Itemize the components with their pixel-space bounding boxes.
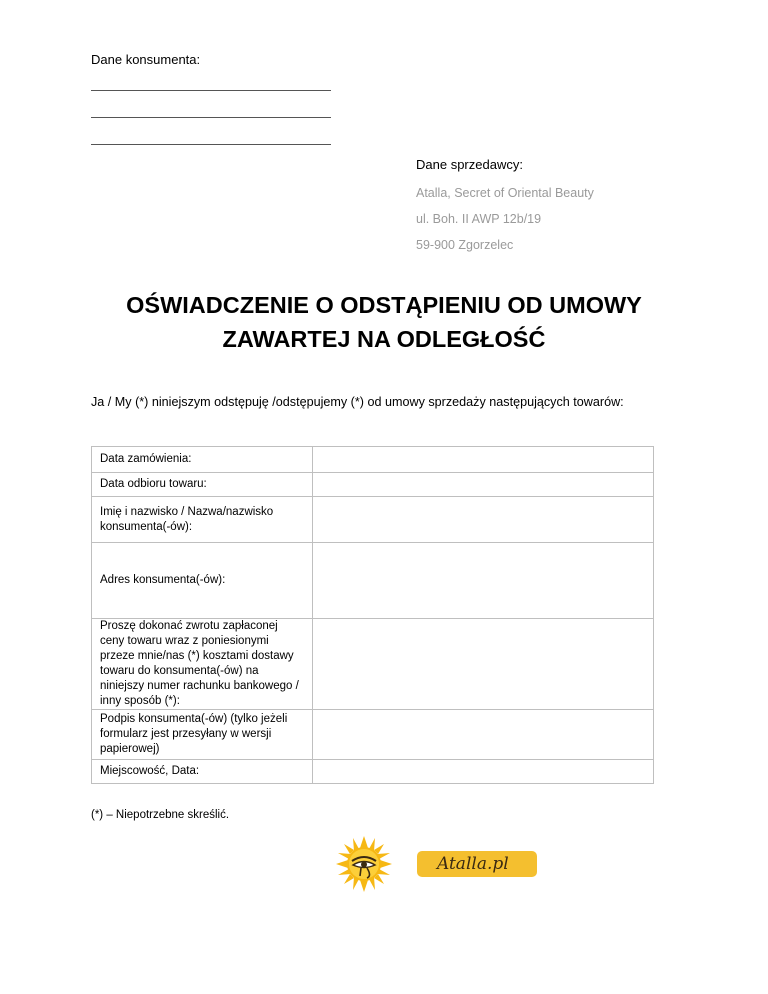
form-field-receipt-date[interactable] (313, 473, 654, 497)
consumer-line-2[interactable] (91, 117, 331, 118)
form-label-order-date: Data zamówienia: (92, 447, 313, 473)
intro-text: Ja / My (*) niniejszym odstępuję /odstępujemy (*) od umowy sprzedaży następujących towarów: (91, 395, 624, 409)
form-field-signature[interactable] (313, 710, 654, 760)
form-row-consumer-address (92, 543, 654, 619)
form-row-order-date (92, 447, 654, 473)
form-label-refund: Proszę dokonać zwrotu zapłaconej ceny towaru wraz z poniesionymi przeze mnie/nas (*) kosztami dostawy towaru do konsumenta(-ów) na niniejszy numer rachunku bankowego / inny sposób (*): (92, 619, 313, 710)
withdrawal-form-table (91, 446, 654, 784)
footnote: (*) – Niepotrzebne skreślić. (91, 809, 230, 821)
document-title (0, 288, 768, 356)
seller-label: Dane sprzedawcy: (416, 157, 523, 172)
form-field-consumer-address[interactable] (313, 543, 654, 619)
seller-section (416, 157, 594, 264)
form-label-place-date: Miejscowość, Data: (92, 760, 313, 784)
title-line-2: ZAWARTEJ NA ODLEGŁOŚĆ (222, 326, 546, 352)
title-line-1: OŚWIADCZENIE O ODSTĄPIENIU OD UMOWY (126, 292, 642, 318)
form-label-signature: Podpis konsumenta(-ów) (tylko jeżeli formularz jest przesyłany w wersji papierowej) (92, 710, 313, 760)
brand-logo[interactable]: Atalla.pl (417, 851, 537, 877)
form-row-refund (92, 619, 654, 710)
seller-street: ul. Boh. II AWP 12b/19 (416, 212, 542, 226)
form-label-consumer-address: Adres konsumenta(-ów): (92, 543, 313, 619)
form-row-place-date (92, 760, 654, 784)
consumer-label: Dane konsumenta: (91, 52, 201, 67)
form-label-consumer-name: Imię i nazwisko / Nazwa/nazwisko konsumenta(-ów): (92, 497, 313, 543)
form-field-place-date[interactable] (313, 760, 654, 784)
form-row-signature (92, 710, 654, 760)
form-field-consumer-name[interactable] (313, 497, 654, 543)
form-row-receipt-date (92, 473, 654, 497)
consumer-line-3[interactable] (91, 144, 331, 145)
form-field-order-date[interactable] (313, 447, 654, 473)
form-label-receipt-date: Data odbioru towaru: (92, 473, 313, 497)
consumer-line-1[interactable] (91, 90, 331, 91)
seller-city: 59-900 Zgorzelec (416, 238, 514, 252)
sun-eye-of-horus-icon (334, 834, 394, 894)
form-row-consumer-name (92, 497, 654, 543)
seller-name: Atalla, Secret of Oriental Beauty (416, 186, 594, 200)
form-field-refund[interactable] (313, 619, 654, 710)
